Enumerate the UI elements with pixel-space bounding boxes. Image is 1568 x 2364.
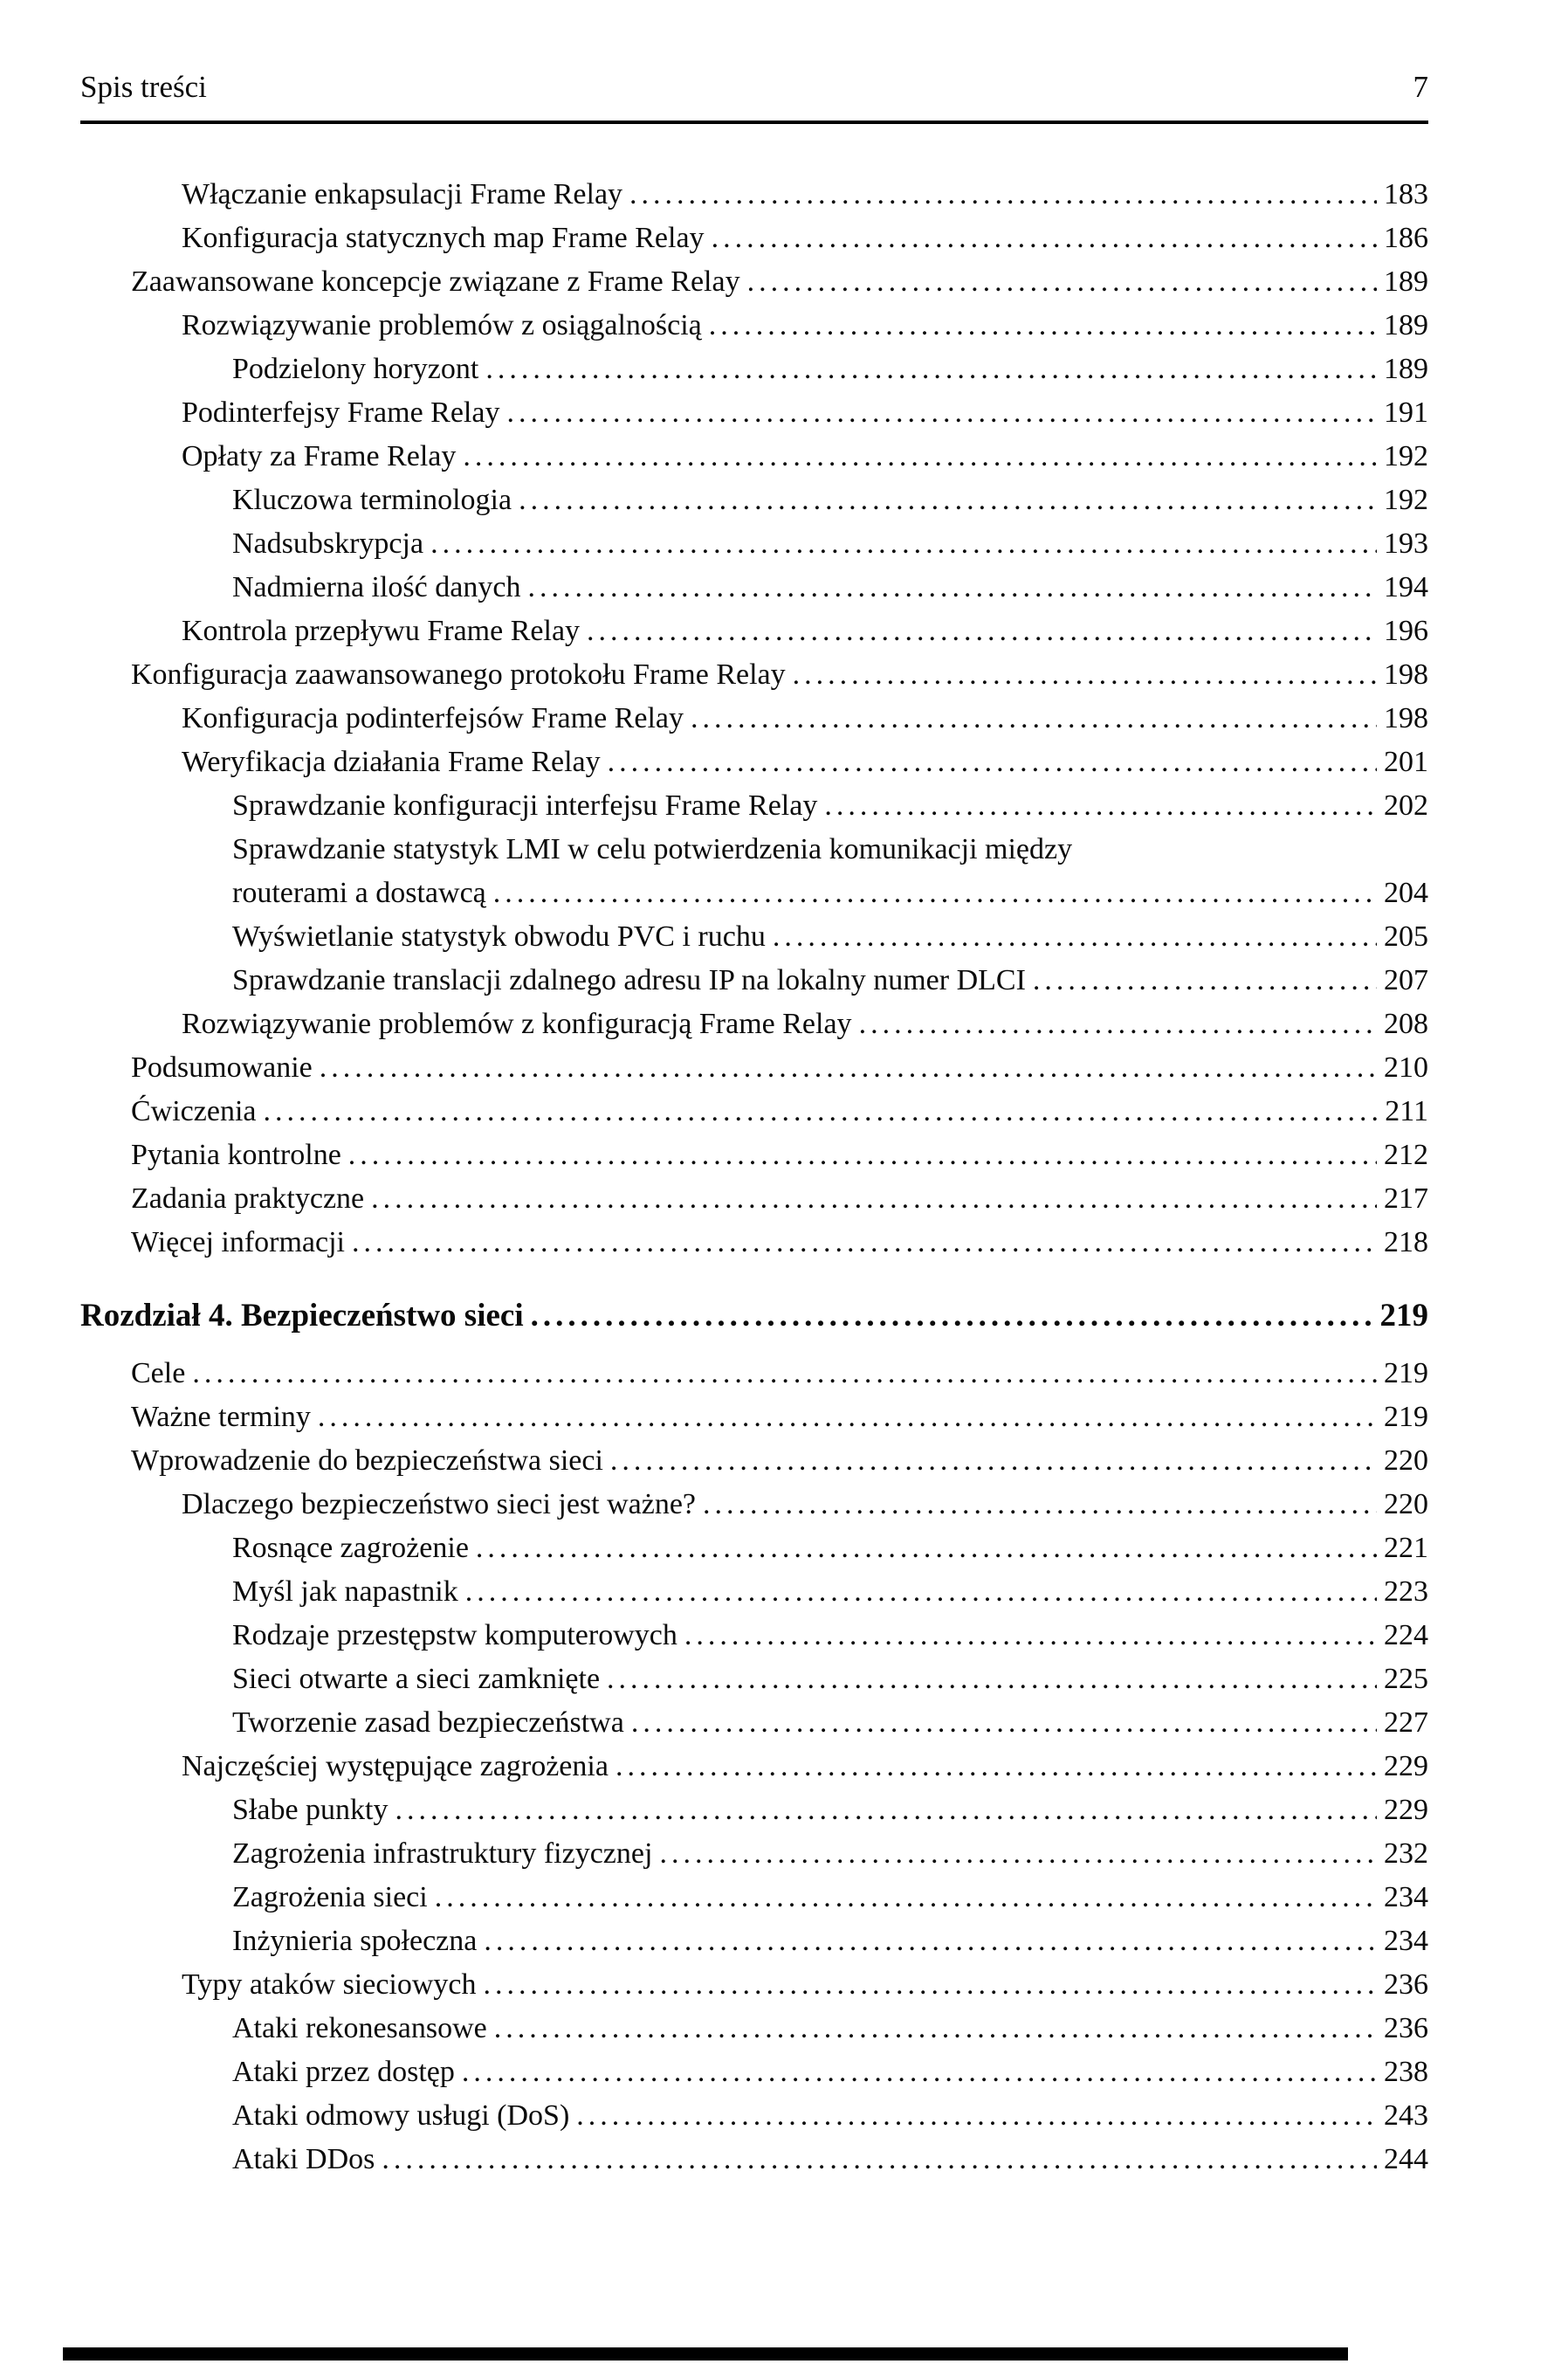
dot-leader <box>531 1294 1373 1338</box>
dot-leader <box>709 304 1377 348</box>
toc-entry-title: Podzielony horyzont <box>232 353 479 385</box>
toc-entry-page-number: 218 <box>1384 1226 1428 1258</box>
toc-entry-page-number: 189 <box>1384 265 1428 298</box>
toc-entry-page-number: 220 <box>1384 1444 1428 1477</box>
dot-leader <box>712 217 1377 260</box>
toc-entry-title: Ataki odmowy usługi (DoS) <box>232 2099 570 2132</box>
toc-entry-page-number: 211 <box>1385 1095 1428 1127</box>
dot-leader <box>793 653 1377 697</box>
dot-leader <box>430 522 1377 566</box>
toc-entry-page-number: 207 <box>1384 964 1428 996</box>
dot-leader <box>382 2138 1377 2181</box>
dot-leader <box>485 348 1377 391</box>
toc-entry-page-number: 189 <box>1384 309 1428 341</box>
toc-entry-page-number: 219 <box>1384 1357 1428 1389</box>
toc-entry-page-number: 191 <box>1384 396 1428 429</box>
dot-leader <box>484 1963 1377 2007</box>
toc-entry-title: routerami a dostawcą <box>232 877 486 909</box>
dot-leader <box>493 872 1377 915</box>
toc-entry-page-number: 238 <box>1384 2056 1428 2088</box>
toc-entry-title: Zaawansowane koncepcje związane z Frame Relay <box>131 265 740 298</box>
toc-entry <box>80 1570 1428 1614</box>
toc-entry-title: Opłaty za Frame Relay <box>182 440 457 472</box>
toc-entry-page-number: 183 <box>1384 178 1428 210</box>
toc-entry-title: Wprowadzenie do bezpieczeństwa sieci <box>131 1444 603 1477</box>
dot-leader <box>192 1352 1377 1396</box>
dot-leader <box>476 1527 1377 1570</box>
toc-entry-title: Konfiguracja zaawansowanego protokołu Frame Relay <box>131 658 786 691</box>
dot-leader <box>494 2007 1377 2050</box>
dot-leader <box>607 1658 1377 1701</box>
toc-entry-page-number: 202 <box>1384 789 1428 822</box>
dot-leader <box>435 1876 1377 1919</box>
toc-entry-title: Cele <box>131 1357 186 1389</box>
toc-list <box>80 173 1428 2181</box>
toc-entry-title: Inżynieria społeczna <box>232 1925 478 1957</box>
dot-leader <box>659 1832 1377 1876</box>
toc-entry <box>80 2007 1428 2050</box>
toc-entry-title: Więcej informacji <box>131 1226 346 1258</box>
toc-entry-page-number: 223 <box>1384 1575 1428 1608</box>
toc-entry <box>80 1439 1428 1483</box>
toc-entry-title: Zadania praktyczne <box>131 1182 365 1215</box>
toc-entry-page-number: 232 <box>1384 1837 1428 1870</box>
dot-leader <box>616 1745 1377 1789</box>
dot-leader <box>527 566 1377 610</box>
toc-entry <box>80 173 1428 217</box>
toc-entry-page-number: 196 <box>1384 615 1428 647</box>
toc-entry <box>80 1294 1428 1338</box>
dot-leader <box>703 1483 1377 1527</box>
toc-entry-page-number: 204 <box>1384 877 1428 909</box>
toc-entry <box>80 1701 1428 1745</box>
toc-entry <box>80 1046 1428 1090</box>
toc-entry-page-number: 227 <box>1384 1706 1428 1739</box>
dot-leader <box>1033 959 1377 1003</box>
toc-entry-title: Ćwiczenia <box>131 1095 257 1127</box>
toc-entry <box>80 872 1428 915</box>
toc-entry-title: Ataki przez dostęp <box>232 2056 455 2088</box>
dot-leader <box>462 2050 1377 2094</box>
dot-leader <box>859 1003 1377 1046</box>
toc-entry <box>80 2138 1428 2181</box>
toc-entry <box>80 1483 1428 1527</box>
dot-leader <box>320 1046 1377 1090</box>
dot-leader <box>395 1789 1377 1832</box>
toc-entry-title: Rozdział 4. Bezpieczeństwo sieci <box>80 1298 524 1334</box>
toc-entry <box>80 2094 1428 2138</box>
running-head-page-number: 7 <box>1413 70 1428 104</box>
toc-entry-title: Ataki DDos <box>232 2143 375 2175</box>
dot-leader <box>684 1614 1377 1658</box>
toc-entry-page-number: 186 <box>1384 222 1428 254</box>
toc-entry-title: Tworzenie zasad bezpieczeństwa <box>232 1706 624 1739</box>
toc-entry-title: Zagrożenia infrastruktury fizycznej <box>232 1837 653 1870</box>
toc-entry-page-number: 192 <box>1384 484 1428 516</box>
dot-leader <box>352 1221 1377 1265</box>
toc-entry-title: Konfiguracja podinterfejsów Frame Relay <box>182 702 684 734</box>
toc-entry-title: Nadsubskrypcja <box>232 527 424 560</box>
toc-entry <box>80 828 1428 872</box>
toc-entry-page-number: 229 <box>1384 1794 1428 1826</box>
dot-leader <box>747 260 1377 304</box>
toc-entry-title: Myśl jak napastnik <box>232 1575 458 1608</box>
toc-entry-title: Słabe punkty <box>232 1794 389 1826</box>
dot-leader <box>484 1919 1377 1963</box>
toc-entry-page-number: 219 <box>1379 1298 1428 1334</box>
toc-entry-title: Rozwiązywanie problemów z konfiguracją Frame Relay <box>182 1008 852 1040</box>
dot-leader <box>506 391 1377 435</box>
toc-entry <box>80 260 1428 304</box>
toc-entry-page-number: 201 <box>1384 746 1428 778</box>
toc-entry <box>80 1134 1428 1177</box>
toc-entry-title: Podinterfejsy Frame Relay <box>182 396 500 429</box>
running-head-title: Spis treści <box>80 70 207 104</box>
header-rule <box>80 121 1428 124</box>
toc-entry-page-number: 208 <box>1384 1008 1428 1040</box>
dot-leader <box>264 1090 1379 1134</box>
toc-entry-title: Nadmierna ilość danych <box>232 571 521 603</box>
toc-entry <box>80 1963 1428 2007</box>
toc-entry-page-number: 198 <box>1384 702 1428 734</box>
toc-entry <box>80 1527 1428 1570</box>
toc-entry <box>80 1876 1428 1919</box>
toc-entry <box>80 1396 1428 1439</box>
dot-leader <box>587 610 1377 653</box>
toc-entry-page-number: 243 <box>1384 2099 1428 2132</box>
dot-leader <box>691 697 1377 741</box>
toc-entry-title: Ważne terminy <box>131 1401 311 1433</box>
scan-edge-bar <box>63 2347 1348 2361</box>
toc-entry <box>80 697 1428 741</box>
toc-entry-title: Sprawdzanie translacji zdalnego adresu IP na lokalny numer DLCI <box>232 964 1026 996</box>
toc-entry-page-number: 244 <box>1384 2143 1428 2175</box>
toc-entry <box>80 304 1428 348</box>
toc-entry-page-number: 189 <box>1384 353 1428 385</box>
toc-entry <box>80 1177 1428 1221</box>
toc-entry <box>80 217 1428 260</box>
toc-entry-page-number: 220 <box>1384 1488 1428 1520</box>
dot-leader <box>610 1439 1377 1483</box>
toc-entry-title: Podsumowanie <box>131 1051 313 1084</box>
toc-entry-title: Ataki rekonesansowe <box>232 2012 487 2044</box>
toc-entry-page-number: 219 <box>1384 1401 1428 1433</box>
dot-leader <box>371 1177 1377 1221</box>
toc-entry-page-number: 234 <box>1384 1881 1428 1913</box>
toc-entry-title: Najczęściej występujące zagrożenia <box>182 1750 609 1782</box>
toc-entry <box>80 479 1428 522</box>
dot-leader <box>519 479 1377 522</box>
toc-entry <box>80 435 1428 479</box>
toc-entry-page-number: 225 <box>1384 1663 1428 1695</box>
toc-entry-page-number: 192 <box>1384 440 1428 472</box>
toc-entry <box>80 915 1428 959</box>
toc-entry <box>80 566 1428 610</box>
dot-leader <box>318 1396 1377 1439</box>
dot-leader <box>773 915 1377 959</box>
toc-entry-title: Kontrola przepływu Frame Relay <box>182 615 581 647</box>
toc-entry <box>80 1003 1428 1046</box>
toc-entry <box>80 1614 1428 1658</box>
toc-entry-title: Rodzaje przestępstw komputerowych <box>232 1619 677 1651</box>
toc-entry <box>80 522 1428 566</box>
dot-leader <box>463 435 1377 479</box>
toc-entry-page-number: 234 <box>1384 1925 1428 1957</box>
dot-leader <box>631 1701 1377 1745</box>
toc-entry-title: Typy ataków sieciowych <box>182 1968 477 2001</box>
toc-entry-page-number: 217 <box>1384 1182 1428 1215</box>
toc-entry <box>80 653 1428 697</box>
toc-entry-title: Weryfikacja działania Frame Relay <box>182 746 601 778</box>
toc-entry <box>80 1658 1428 1701</box>
toc-entry <box>80 1352 1428 1396</box>
toc-entry <box>80 348 1428 391</box>
toc-entry <box>80 1789 1428 1832</box>
toc-entry-page-number: 224 <box>1384 1619 1428 1651</box>
dot-leader <box>465 1570 1377 1614</box>
toc-entry-title: Kluczowa terminologia <box>232 484 512 516</box>
toc-entry-title: Konfiguracja statycznych map Frame Relay <box>182 222 705 254</box>
toc-entry-title: Rozwiązywanie problemów z osiągalnością <box>182 309 702 341</box>
toc-entry <box>80 959 1428 1003</box>
toc-entry <box>80 1090 1428 1134</box>
toc-entry-title: Sprawdzanie statystyk LMI w celu potwierdzenia komunikacji między <box>232 833 1073 865</box>
toc-entry <box>80 391 1428 435</box>
toc-entry-title: Pytania kontrolne <box>131 1139 341 1171</box>
toc-entry <box>80 1832 1428 1876</box>
toc-entry <box>80 610 1428 653</box>
dot-leader <box>608 741 1377 784</box>
toc-entry <box>80 1745 1428 1789</box>
toc-entry-title: Zagrożenia sieci <box>232 1881 428 1913</box>
toc-entry-page-number: 198 <box>1384 658 1428 691</box>
toc-entry-title: Sprawdzanie konfiguracji interfejsu Frame Relay <box>232 789 818 822</box>
toc-entry-page-number: 193 <box>1384 527 1428 560</box>
toc-entry-page-number: 236 <box>1384 2012 1428 2044</box>
dot-leader <box>629 173 1377 217</box>
toc-entry <box>80 1221 1428 1265</box>
toc-entry <box>80 2050 1428 2094</box>
toc-entry <box>80 741 1428 784</box>
toc-entry-page-number: 205 <box>1384 920 1428 953</box>
dot-leader <box>824 784 1377 828</box>
toc-entry-page-number: 210 <box>1384 1051 1428 1084</box>
toc-entry-title: Sieci otwarte a sieci zamknięte <box>232 1663 601 1695</box>
dot-leader <box>576 2094 1377 2138</box>
toc-entry-title: Wyświetlanie statystyk obwodu PVC i ruchu <box>232 920 766 953</box>
toc-entry <box>80 784 1428 828</box>
toc-entry-page-number: 194 <box>1384 571 1428 603</box>
toc-entry-page-number: 221 <box>1384 1532 1428 1564</box>
toc-entry-title: Rosnące zagrożenie <box>232 1532 469 1564</box>
dot-leader <box>348 1134 1377 1177</box>
toc-entry-title: Dlaczego bezpieczeństwo sieci jest ważne? <box>182 1488 697 1520</box>
toc-entry-page-number: 229 <box>1384 1750 1428 1782</box>
toc-entry-title: Włączanie enkapsulacji Frame Relay <box>182 178 623 210</box>
toc-entry-page-number: 212 <box>1384 1139 1428 1171</box>
toc-entry <box>80 1919 1428 1963</box>
toc-entry-page-number: 236 <box>1384 1968 1428 2001</box>
running-head <box>80 70 1428 124</box>
